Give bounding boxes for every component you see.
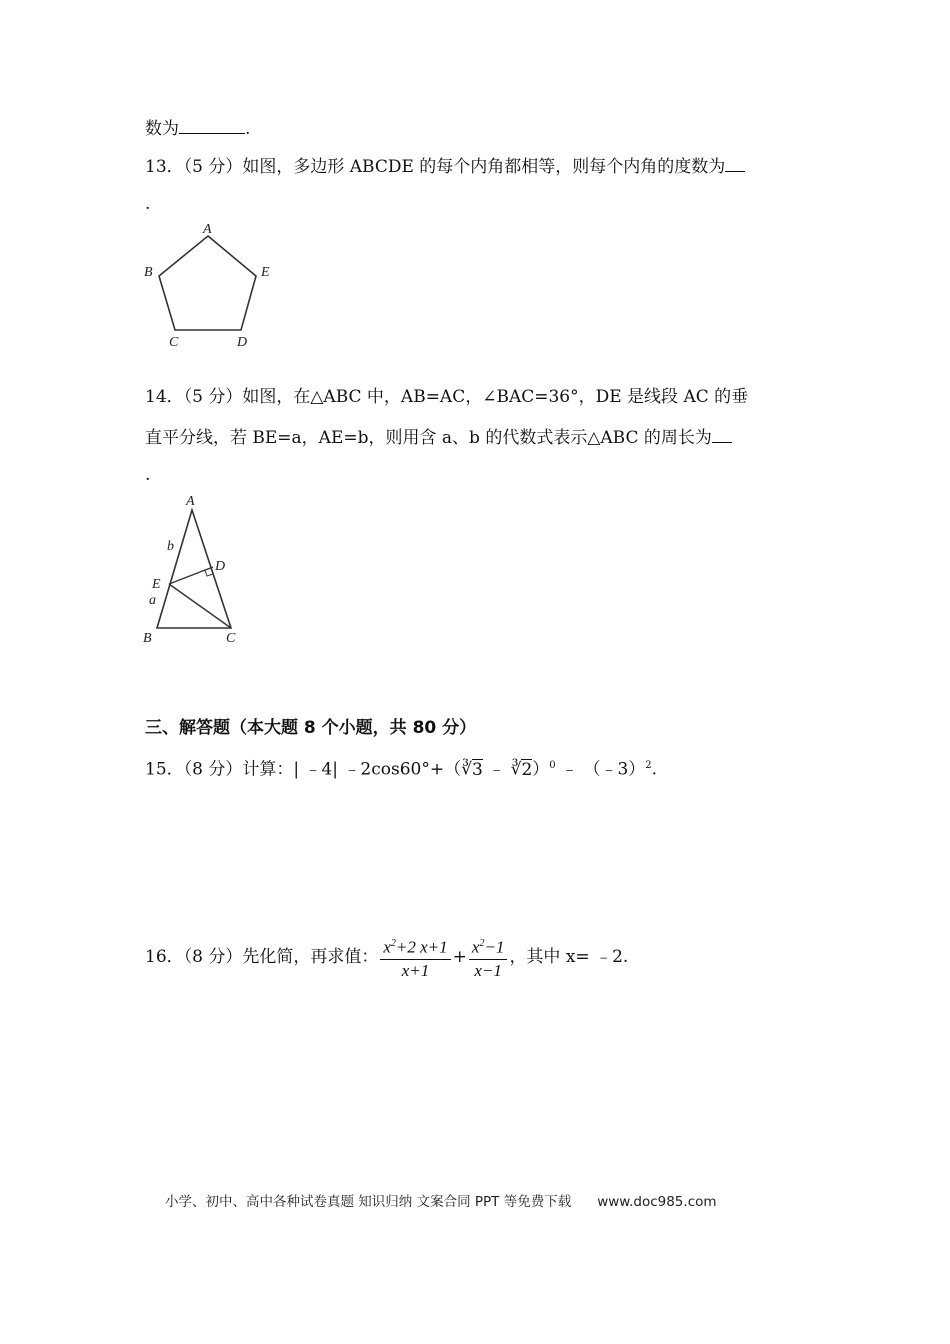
label-e: E [261,265,270,280]
pentagon-shape [159,236,256,330]
answer-blank [179,117,245,134]
q12-tail: 数为 . [145,119,251,139]
q16-line: 16．（8 分）先化简，再求值： $\frac{x^2+2 x+1}{x+1}$ + $\frac{x^2-1}{x-1}$ ，其中 x= ﹣2. [145,932,628,982]
answer-blank [712,426,732,443]
footer-url: www.doc985.com [597,1194,717,1210]
label-c: C [169,335,179,350]
cube-root-symbol: ∛ [510,759,522,780]
answer-blank [725,155,745,172]
label-b: B [144,265,153,280]
label-d: D [215,559,226,574]
cube-root-symbol: ∛ [461,759,472,780]
label-a: A [186,494,195,509]
label-b: B [143,631,152,646]
q15-line: 15．（8 分）计算：| ﹣4| ﹣2cos60°+（∛3 ﹣ ∛2）$^0$ ﹣ （﹣3）$^2$. [145,759,658,780]
triangle-figure [135,490,265,650]
fraction-1: $\frac{x^2+2 x+1}{x+1}$ [380,933,450,982]
q14-line1: 14．（5 分）如图，在△ABC 中，AB=AC，∠BAC=36°，DE 是线段 AC 的垂 [145,387,749,407]
pentagon-figure [135,218,285,353]
label-d: D [237,335,248,350]
segment-ec [169,584,231,628]
label-seg-b: b [167,539,174,554]
q14-line2: 直平分线，若 BE=a，AE=b，则用含 a、b 的代数式表示△ABC 的周长为 [145,426,732,450]
q14-line3: . [145,465,151,485]
footer-text: 小学、初中、高中各种试卷真题 知识归纳 文案合同 PPT 等免费下载 [165,1194,572,1210]
q12-tail-text: 数为 [145,119,179,139]
fraction-2: $\frac{x^2-1}{x-1}$ [469,933,508,982]
label-seg-a: a [149,593,156,608]
label-c: C [226,631,236,646]
section-heading: 三、解答题（本大题 8 个小题，共 80 分） [145,718,477,738]
label-a: A [203,222,212,237]
q13-line1: 13．（5 分）如图，多边形 ABCDE 的每个内角都相等，则每个内角的度数为 [145,155,745,179]
q13-line2: . [145,194,151,214]
page-footer [165,1190,717,1210]
label-e: E [152,577,161,592]
